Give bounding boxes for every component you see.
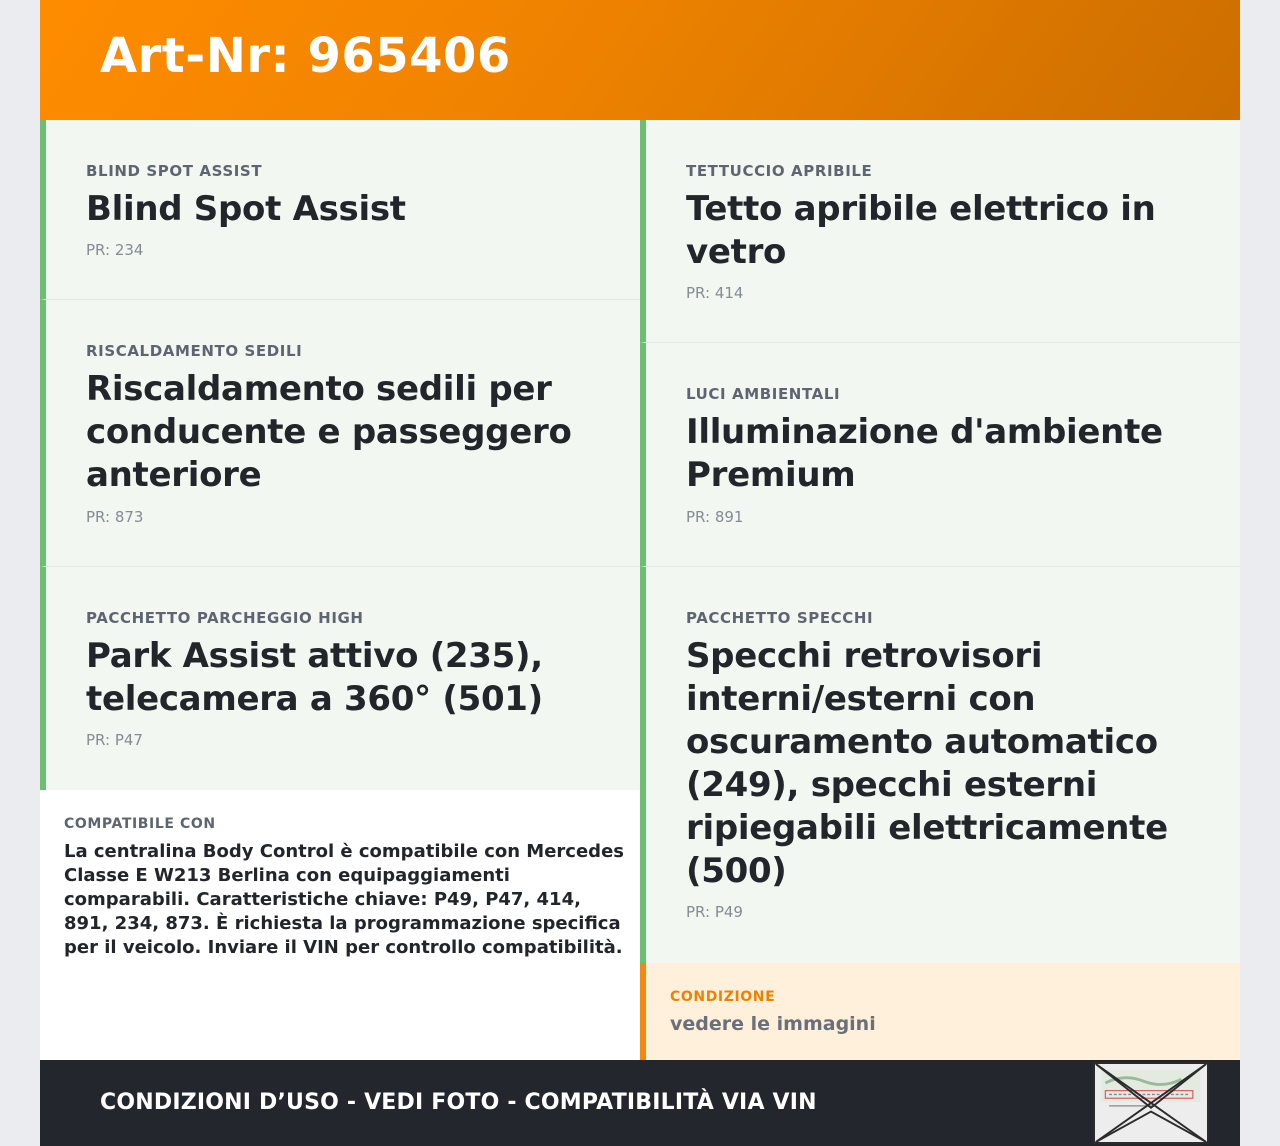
feature-card-parking-package (40, 567, 640, 790)
feature-card-sunroof (640, 120, 1240, 343)
feature-title: Blind Spot Assist (86, 189, 406, 229)
feature-pr-code: PR: 873 (86, 508, 144, 526)
feature-pr-code: PR: P47 (86, 731, 143, 749)
article-number-title: Art-Nr: 965406 (100, 28, 511, 84)
feature-title: Illuminazione d'ambiente Premium (686, 412, 1163, 495)
feature-category: RISCALDAMENTO SEDILI (86, 342, 303, 360)
product-sheet (40, 0, 1240, 1146)
feature-card-seat-heating (40, 300, 640, 567)
feature-title: Riscaldamento sedili per conducente e passeggero anteriore (86, 369, 572, 495)
condition-value: vedere le immagini (670, 1013, 876, 1035)
feature-category: LUCI AMBIENTALI (686, 385, 841, 403)
footer-bar (40, 1060, 1240, 1146)
condition-label: CONDIZIONE (670, 989, 776, 1005)
feature-category: BLIND SPOT ASSIST (86, 162, 263, 180)
footer-terms-text: CONDIZIONI D’USO - VEDI FOTO - COMPATIBILITÀ VIA VIN (100, 1090, 817, 1115)
feature-title: Tetto apribile elettrico in vetro (686, 189, 1156, 272)
envelope-photo-icon[interactable] (1093, 1062, 1209, 1144)
feature-card-ambient-lights (640, 343, 1240, 567)
feature-title: Specchi retrovisori interni/esterni con oscuramento automatico (249), specchi esterni ripiegabili elettricamente (500) (686, 636, 1168, 891)
feature-pr-code: PR: 234 (86, 241, 144, 259)
feature-pr-code: PR: 414 (686, 284, 744, 302)
feature-category: TETTUCCIO APRIBILE (686, 162, 873, 180)
condition-section (640, 963, 1240, 1060)
feature-pr-code: PR: P49 (686, 903, 743, 921)
envelope-graphic (1095, 1064, 1207, 1142)
compatibility-section (40, 790, 640, 1060)
compatibility-text: La centralina Body Control è compatibile con Mercedes Classe E W213 Berlina con equipaggiamenti comparabili. Caratteristiche chiave: P49, P47, 414, 891, 234, 873. È richiesta la programmazione specifica per il veicolo. Inviare il VIN per controllo compatibilità. (64, 841, 624, 958)
compatibility-label: COMPATIBILE CON (64, 816, 216, 832)
feature-pr-code: PR: 891 (686, 508, 744, 526)
feature-card-mirror-package (640, 567, 1240, 963)
feature-card-blind-spot (40, 120, 640, 300)
header-banner (40, 0, 1240, 120)
feature-category: PACCHETTO SPECCHI (686, 609, 874, 627)
feature-category: PACCHETTO PARCHEGGIO HIGH (86, 609, 364, 627)
feature-title: Park Assist attivo (235), telecamera a 360° (501) (86, 636, 543, 719)
